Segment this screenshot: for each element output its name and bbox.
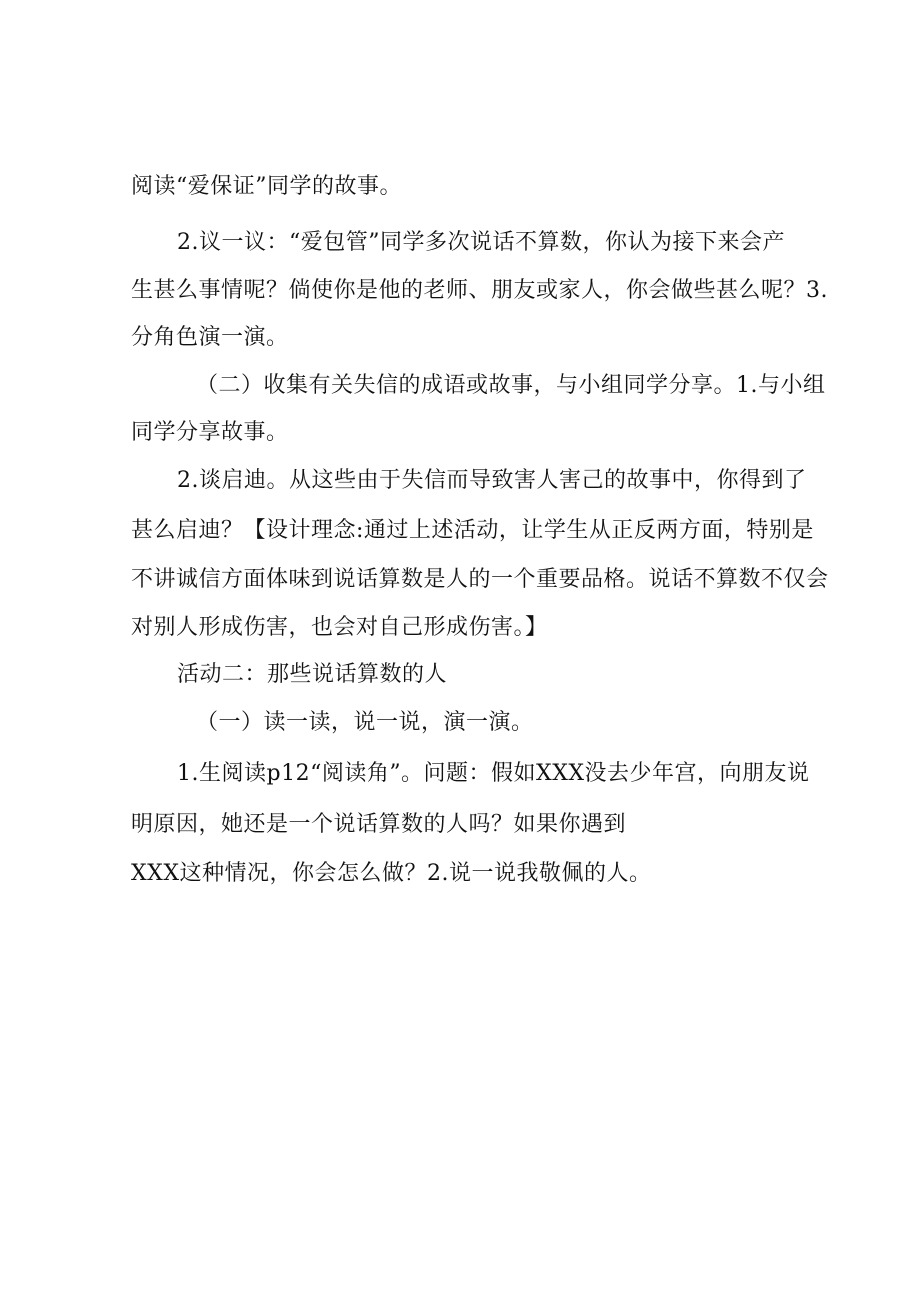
text-line-8: 甚么启迪？【设计理念:通过上述活动，让学生从正反两方面，特别是 (131, 518, 814, 543)
text-line-2: 2.议一议：“爱包管”同学多次说话不算数，你认为接下来会产 (177, 230, 785, 255)
text-line-13: 1.生阅读p12“阅读角”。问题：假如XXX没去少年宫，向朋友说 (177, 761, 810, 786)
text-line-4: 分角色演一演。 (131, 325, 289, 350)
text-line-3: 生甚么事情呢？倘使你是他的老师、朋友或家人，你会做些甚么呢？3. (131, 278, 828, 303)
text-line-14: 明原因，她还是一个说话算数的人吗？如果你遇到 (131, 812, 627, 837)
text-line-5: （二）收集有关失信的成语或故事，与小组同学分享。1.与小组 (196, 373, 826, 398)
text-line-12: （一）读一读，说一说，演一演。 (196, 710, 534, 735)
text-line-6: 同学分享故事。 (131, 420, 289, 445)
text-line-11: 活动二：那些说话算数的人 (177, 662, 448, 687)
text-line-7: 2.谈启迪。从这些由于失信而导致害人害己的故事中，你得到了 (177, 468, 807, 493)
text-line-9: 不讲诚信方面体味到说话算数是人的一个重要品格。说话不算数不仅会 (131, 567, 829, 592)
text-line-15: XXX这种情况，你会怎么做？2.说一说我敬佩的人。 (131, 861, 652, 886)
text-line-1: 阅读“爱保证”同学的故事。 (131, 174, 402, 199)
text-line-10: 对别人形成伤害，也会对自己形成伤害。】 (131, 615, 548, 640)
